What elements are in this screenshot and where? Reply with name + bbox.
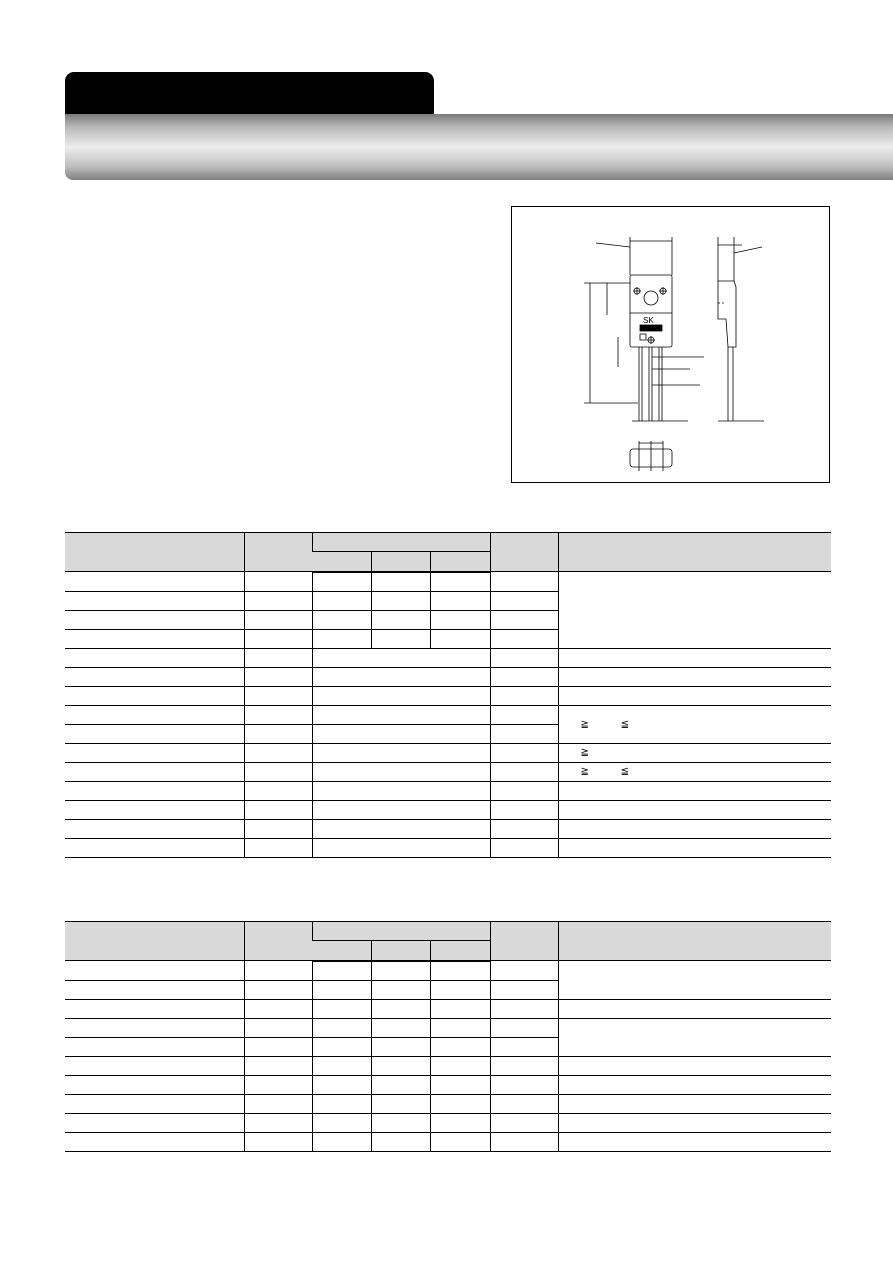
condition-cell: ≧ ≦ [558, 762, 831, 781]
table-row [65, 686, 831, 705]
table-header-row [65, 533, 831, 552]
electrical-characteristics-table [65, 921, 831, 1152]
table-row [65, 1075, 831, 1094]
absolute-maximum-ratings-table [65, 532, 831, 858]
table-row [65, 781, 831, 800]
table-row [65, 1132, 831, 1151]
table-row [65, 999, 831, 1018]
table-row [65, 762, 831, 781]
table-row [65, 705, 831, 724]
table-row [65, 800, 831, 819]
condition-cell: ≧ ≦ [558, 705, 831, 743]
package-body-side [718, 281, 736, 347]
condition-cell: ≧ [558, 743, 831, 762]
table-row [65, 1113, 831, 1132]
table-row [65, 838, 831, 857]
package-outline-figure [511, 206, 830, 483]
table-row [65, 1056, 831, 1075]
table-row [65, 648, 831, 667]
table-row [65, 572, 831, 592]
table-row [65, 961, 831, 981]
table-row [65, 1018, 831, 1037]
package-drawing [512, 207, 831, 484]
package-marking: SK [643, 316, 654, 325]
header-banner [65, 114, 893, 180]
table-header-row [65, 922, 831, 941]
table-row [65, 1094, 831, 1113]
table-row [65, 667, 831, 686]
table-row [65, 819, 831, 838]
header-tab [65, 72, 434, 118]
mounting-hole [644, 291, 658, 305]
table-row [65, 743, 831, 762]
